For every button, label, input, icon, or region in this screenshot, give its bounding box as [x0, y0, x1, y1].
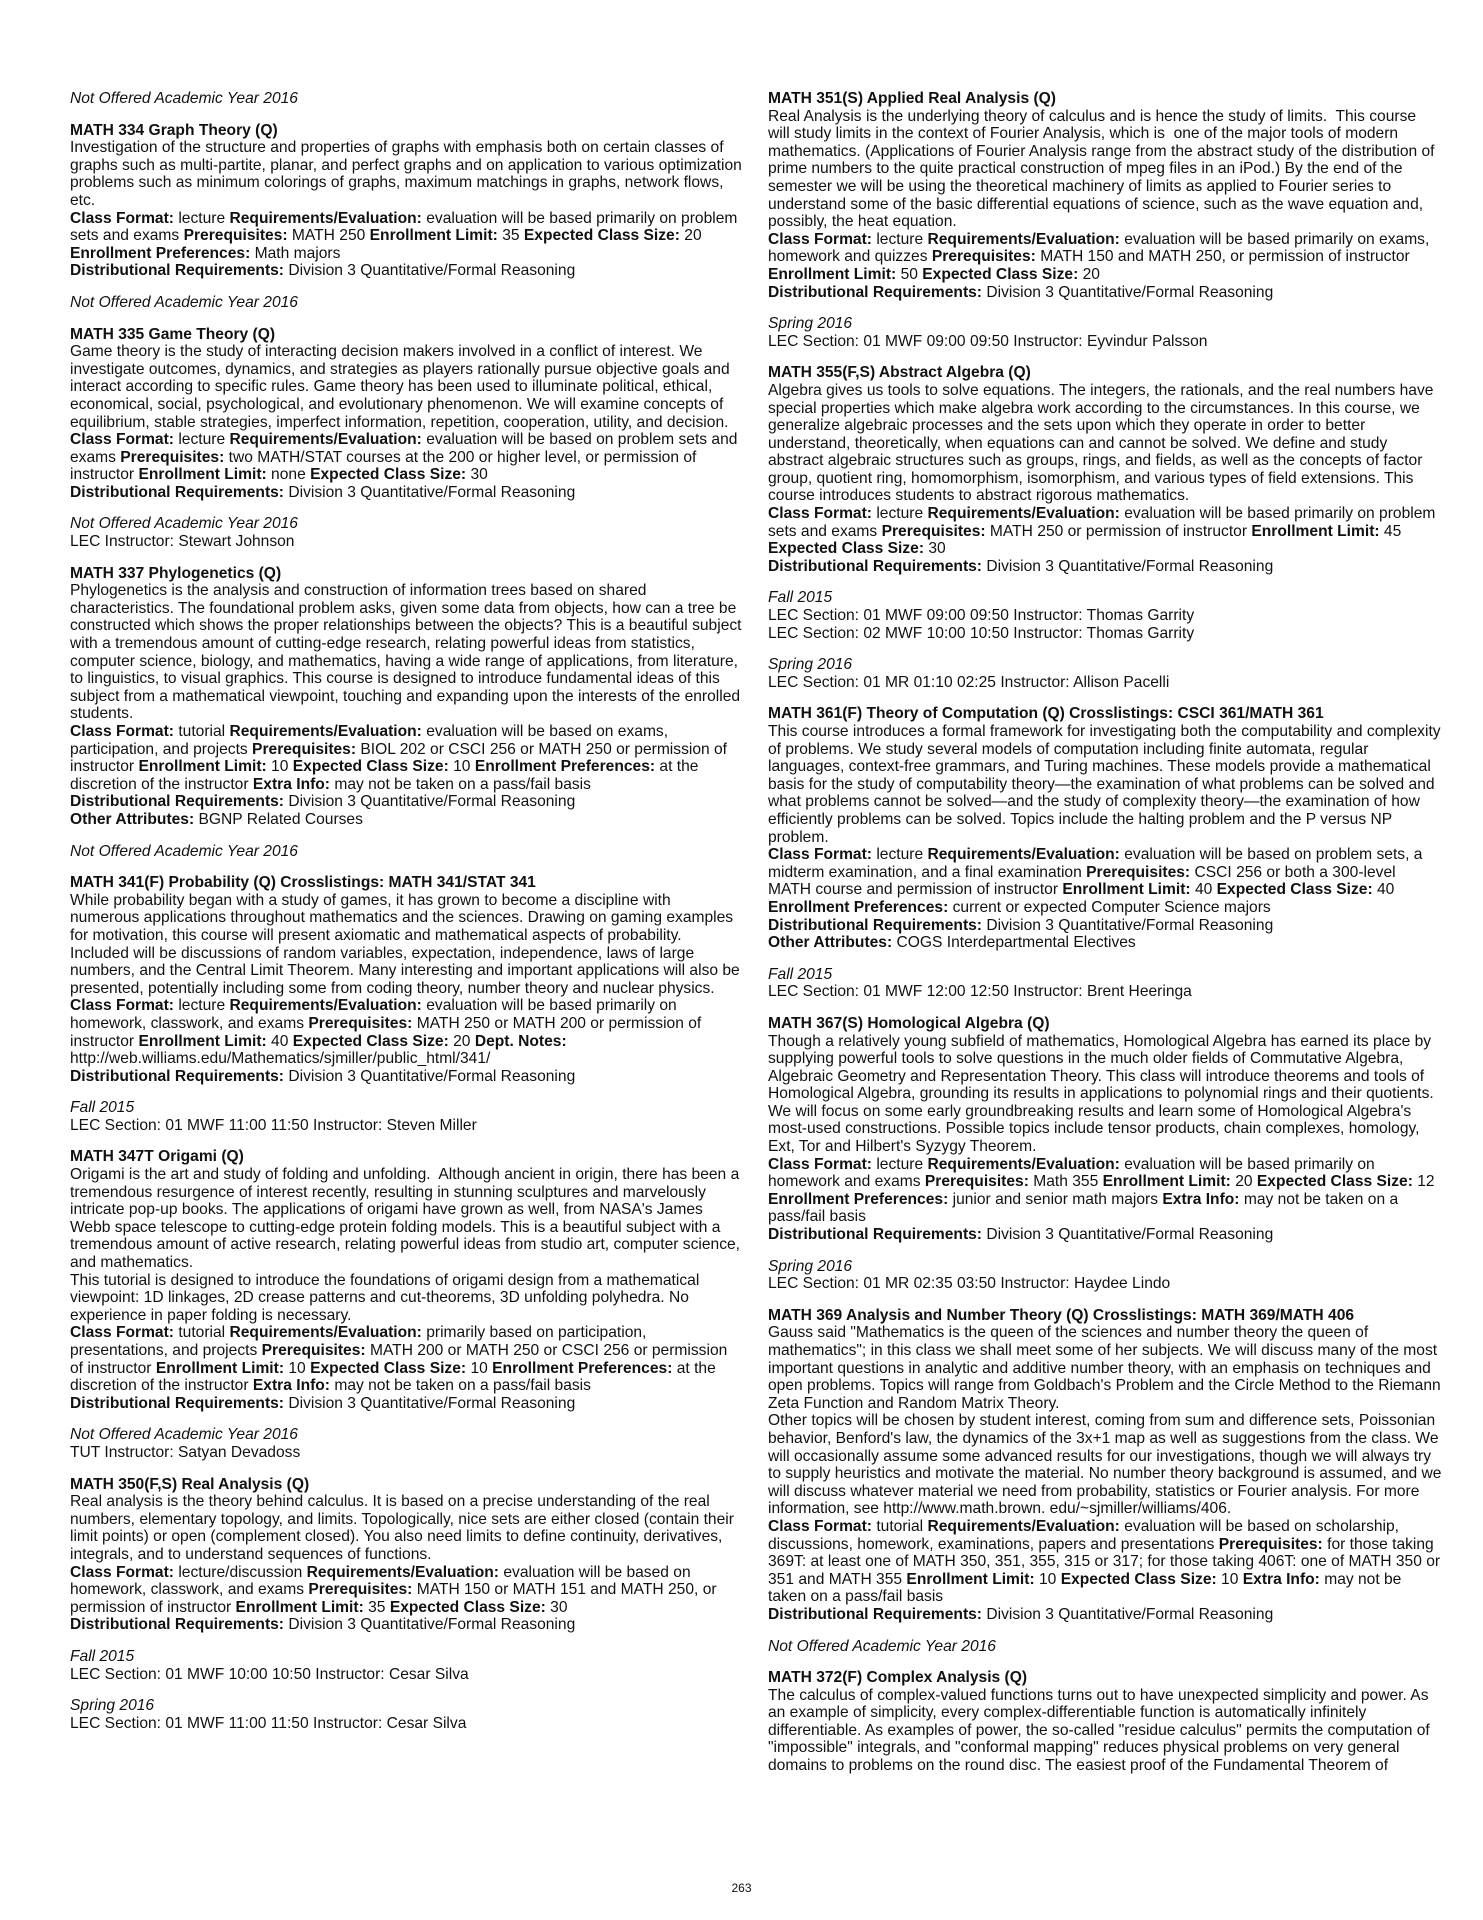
detail-label: Class Format:	[768, 230, 872, 248]
distributional-value: Division 3 Quantitative/Formal Reasoning	[288, 1394, 576, 1412]
detail-label: Enrollment Preferences:	[474, 758, 656, 776]
distributional-value: Division 3 Quantitative/Formal Reasoning	[986, 1226, 1274, 1244]
distributional-label: Distributional Requirements:	[70, 483, 285, 501]
course-description: This course introduces a formal framework for investigating both the computability and complexity of problems. We study several models of computation including finite automata, regular languages, context-free grammars, and Turing machines. These models provide a mathematical basis for the study of computability theory—the examination of what problems can be solved and what problems cannot be solved—and the study of complexity theory—the examination of how efficiently problems can be solved. Topics include the halting problem and the P versus NP problem.	[768, 723, 1445, 846]
detail-label: Enrollment Limit:	[138, 466, 267, 484]
detail-label: Expected Class Size:	[1256, 1173, 1413, 1191]
course-entry	[768, 364, 1442, 575]
detail-label: Prerequisites:	[1218, 1535, 1323, 1553]
left-column	[70, 90, 747, 1746]
detail-value: 10	[1038, 1570, 1057, 1588]
detail-value: http://web.williams.edu/Mathematics/sjmiller/public_html/341/	[70, 1050, 491, 1068]
distributional-value: Division 3 Quantitative/Formal Reasoning	[288, 483, 576, 501]
section-line: LEC Section: 01 MWF 09:00 09:50 Instructor: Eyvindur Palsson	[768, 332, 1208, 350]
course-title: MATH 335 Game Theory (Q)	[70, 325, 276, 343]
detail-label: Enrollment Preferences:	[768, 898, 949, 916]
distributional-label: Distributional Requirements:	[768, 557, 983, 575]
distributional-label: Distributional Requirements:	[768, 283, 983, 301]
detail-label: Extra Info:	[1242, 1570, 1320, 1588]
detail-value: evaluation will be based primarily on homework and exams	[768, 1155, 1375, 1191]
other-attributes	[70, 811, 744, 829]
section-line: LEC Section: 01 MR 02:35 03:50 Instructor: Haydee Lindo	[768, 1275, 1171, 1293]
detail-label: Enrollment Limit:	[1251, 522, 1380, 540]
detail-label: Enrollment Preferences:	[768, 1190, 949, 1208]
detail-label: Extra Info:	[252, 775, 330, 793]
distributional-label: Distributional Requirements:	[768, 1226, 983, 1244]
distributional-value: Division 3 Quantitative/Formal Reasoning	[986, 1605, 1274, 1623]
distributional-value: Division 3 Quantitative/Formal Reasoning	[288, 1616, 576, 1634]
section-listing	[768, 589, 1442, 642]
distributional-label: Distributional Requirements:	[70, 1616, 285, 1634]
detail-label: Expected Class Size:	[1060, 1570, 1217, 1588]
right-column	[768, 90, 1445, 1789]
section-line: LEC Section: 01 MR 01:10 02:25 Instructor: Allison Pacelli	[768, 673, 1170, 691]
detail-value: 10	[288, 1359, 306, 1377]
detail-value: 10	[453, 758, 471, 776]
detail-value: evaluation will be based on exams, participation, and projects	[70, 723, 669, 758]
course-title: MATH 369 Analysis and Number Theory (Q) Crosslistings: MATH 369/MATH 406	[768, 1306, 1355, 1324]
detail-value: for those taking 369T: at least one of MATH 350, 351, 355, 315 or 317; for those taking 406T: one of MATH 350 or 351 and MATH 355	[768, 1535, 1441, 1588]
detail-label: Requirements/Evaluation:	[306, 1563, 500, 1581]
detail-value: 45	[1383, 522, 1402, 540]
distributional-requirements	[70, 793, 744, 811]
detail-value: tutorial	[876, 1517, 924, 1535]
detail-value: lecture	[178, 997, 226, 1015]
availability-note: Not Offered Academic Year 2016	[70, 842, 298, 860]
detail-value: Math majors	[254, 244, 341, 262]
detail-value: 10	[1221, 1570, 1239, 1588]
detail-label: Class Format:	[768, 846, 872, 864]
course-details	[768, 1518, 1442, 1606]
detail-label: Class Format:	[768, 505, 872, 523]
detail-label: Class Format:	[70, 1563, 174, 1581]
detail-value: evaluation will be based primarily on problem sets and exams	[70, 209, 738, 245]
detail-value: may not be taken on a pass/fail basis	[334, 775, 591, 793]
detail-value: may not be taken on a pass/fail basis	[768, 1570, 1402, 1606]
detail-value: 40	[271, 1032, 289, 1050]
course-details	[70, 723, 744, 793]
section-line: LEC Section: 01 MWF 10:00 10:50 Instructor: Cesar Silva	[70, 1665, 469, 1683]
other-attributes-label: Other Attributes:	[70, 810, 195, 828]
detail-label: Prerequisites:	[120, 448, 225, 466]
course-title: MATH 355(F,S) Abstract Algebra (Q)	[768, 364, 1031, 382]
detail-value: lecture	[178, 431, 226, 449]
detail-label: Expected Class Size:	[389, 1598, 546, 1616]
detail-label: Prerequisites:	[183, 227, 288, 245]
detail-label: Class Format:	[768, 1155, 872, 1173]
course-title: MATH 367(S) Homological Algebra (Q)	[768, 1014, 1050, 1032]
distributional-value: Division 3 Quantitative/Formal Reasoning	[986, 283, 1274, 301]
semester-label: Spring 2016	[768, 1257, 853, 1275]
detail-label: Dept. Notes:	[474, 1032, 567, 1050]
detail-label: Prerequisites:	[308, 1581, 413, 1599]
course-description: Though a relatively young subfield of mathematics, Homological Algebra has earned its place by supplying powerful tools to solve questions in the much older fields of Commutative Algebra, Algebraic Geometry and Representation Theory. This class will introduce theorems and tools of Homological Algebra, grounding its results in applications to polynomial rings and their quotients. We will focus on some early groundbreaking results and learn some of Homological Algebra's most-used constructions. Possible topics include tensor products, chain complexes, homology, Ext, Tor and Hilbert's Syzygy Theorem.	[768, 1032, 1439, 1156]
section-listing	[70, 1648, 744, 1683]
section-line: LEC Section: 02 MWF 10:00 10:50 Instructor: Thomas Garrity	[768, 624, 1195, 642]
detail-label: Enrollment Limit:	[369, 227, 498, 245]
distributional-requirements	[768, 1606, 1442, 1624]
course-description: While probability began with a study of games, it has grown to become a discipline with numerous applications throughout mathematics and the sciences. Drawing on gaming examples for motivation, this course will present axiomatic and mathematical aspects of probability. Included will be discussions of random variables, expectation, independence, laws of large numbers, and the Central Limit Theorem. Many interesting and important applications will also be presented, potentially including some from coding theory, number theory and nuclear physics.	[70, 891, 745, 997]
course-description: Investigation of the structure and properties of graphs with emphasis both on certain classes of graphs such as multi-partite, planar, and perfect graphs and on application to various optimization problems such as minimum colorings of graphs, maximum matchings in graphs, network flows, etc.	[70, 139, 747, 209]
distributional-label: Distributional Requirements:	[70, 1067, 285, 1085]
detail-value: two MATH/STAT courses at the 200 or higher level, or permission of instructor	[70, 448, 697, 484]
course-entry	[768, 705, 1445, 952]
detail-value: 35	[502, 227, 520, 245]
course-title: MATH 347T Origami (Q)	[70, 1148, 244, 1166]
detail-value: may not be taken on a pass/fail basis	[334, 1377, 591, 1395]
course-description: Real Analysis is the underlying theory of calculus and is hence the study of limits. This course will study limits in the context of Fourier Analysis, which is one of the major tools of modern mathematics. (Applications of Fourier Analysis range from the abstract study of the distribution of prime numbers to the quite practical construction of mpeg files in an iPod.) By the end of the semester we will be using the theoretical machinery of limits as applied to Fourier series to understand some of the basic differential equations of science, such as the wave equation and, possibly, the heat equation.	[768, 107, 1439, 231]
detail-value: 10	[470, 1359, 488, 1377]
availability-note: Not Offered Academic Year 2016	[768, 1637, 996, 1655]
course-title: MATH 334 Graph Theory (Q)	[70, 121, 278, 139]
detail-label: Class Format:	[70, 431, 174, 449]
course-entry	[768, 1669, 1442, 1775]
detail-label: Extra Info:	[252, 1377, 330, 1395]
detail-label: Enrollment Limit:	[235, 1598, 364, 1616]
detail-value: MATH 250 or MATH 200 or permission of instructor	[70, 1014, 702, 1050]
detail-value: lecture	[178, 209, 226, 227]
course-description: Algebra gives us tools to solve equations. The integers, the rationals, and the real numbers have special properties which make algebra work according to the circumstances. In this course, we generalize algebraic processes and the sets upon which they operate in order to better understand, theoretically, when equations can and cannot be solved. We define and study abstract algebraic structures such as groups, rings, and fields, as well as the concepts of factor group, quotient ring, homomorphism, isomorphism, and various types of field extensions. This course introduces students to abstract rigorous mathematics.	[768, 381, 1438, 505]
distributional-requirements	[768, 284, 1442, 302]
course-description: Origami is the art and study of folding and unfolding. Although ancient in origin, there has been a tremendous resurgence of interest recently, resulting in stunning sculptures and marvelously intricate pop-up books. The applications of origami have grown as well, from NASA's James Webb space telescope to cutting-edge protein folding models. This is a beautiful subject with a tremendous amount of active research, relating powerful ideas from studio art, computer science, and mathematics. This tutorial is designed to introduce the foundations of origami design from a mathematical viewpoint: 1D linkages, 2D crease patterns and cut-theorems, 3D unfolding polyhedra. No experience in paper folding is necessary.	[70, 1166, 740, 1324]
section-listing	[768, 656, 1442, 691]
semester-label: Not Offered Academic Year 2016	[70, 515, 298, 533]
detail-value: may not be taken on a pass/fail basis	[768, 1190, 1399, 1226]
distributional-value: Division 3 Quantitative/Formal Reasoning	[986, 557, 1274, 575]
semester-label: Fall 2015	[70, 1099, 135, 1117]
detail-label: Requirements/Evaluation:	[229, 1324, 422, 1342]
detail-label: Prerequisites:	[881, 522, 986, 540]
course-description: The calculus of complex-valued functions turns out to have unexpected simplicity and power. As an example of simplicity, every complex-differentiable function is automatically infinitely differentiable. As examples of power, the so-called "residue calculus" permits the computation of "impossible" integrals, and "conformal mapping" reduces physical problems on very general domains to problems on the round disc. The easiest proof of the Fundamental Theorem of	[768, 1686, 1435, 1775]
semester-label: Fall 2015	[768, 589, 833, 607]
course-entry	[70, 1148, 744, 1412]
distributional-value: Division 3 Quantitative/Formal Reasoning	[288, 793, 576, 811]
detail-value: MATH 200 or MATH 250 or CSCI 256 or permission of instructor	[70, 1342, 728, 1377]
course-title: MATH 337 Phylogenetics (Q)	[70, 564, 282, 582]
detail-label: Requirements/Evaluation:	[927, 1517, 1120, 1535]
course-details	[70, 1564, 744, 1617]
distributional-requirements	[70, 1395, 744, 1413]
detail-value: MATH 250	[291, 227, 366, 245]
detail-value: 20	[1235, 1173, 1253, 1191]
distributional-requirements	[768, 917, 1442, 935]
detail-value: Math 355	[1033, 1173, 1099, 1191]
course-details	[70, 1324, 744, 1394]
detail-label: Enrollment Limit:	[155, 1359, 285, 1377]
course-entry	[70, 121, 747, 280]
detail-label: Expected Class Size:	[310, 466, 467, 484]
detail-value: evaluation will be based on homework, classwork, and exams	[70, 1563, 691, 1599]
detail-value: evaluation will be based primarily on problem sets and exams	[768, 505, 1436, 540]
detail-label: Enrollment Limit:	[768, 265, 897, 283]
course-details	[768, 231, 1442, 284]
detail-value: lecture/discussion	[178, 1563, 303, 1581]
course-entry	[768, 90, 1442, 301]
distributional-label: Distributional Requirements:	[768, 1605, 983, 1623]
other-attributes-value: BGNP Related Courses	[198, 810, 363, 828]
course-details	[70, 431, 744, 484]
section-line: LEC Instructor: Stewart Johnson	[70, 533, 295, 551]
distributional-value: Division 3 Quantitative/Formal Reasoning	[986, 916, 1274, 934]
detail-label: Prerequisites:	[252, 740, 357, 758]
course-entry	[768, 1015, 1442, 1244]
course-description: Phylogenetics is the analysis and construction of information trees based on shared characteristics. The foundational problem asks, given some data from objects, how can a tree be constructed which shows the proper relationships between the objects? This is a beautiful subject with a tremendous amount of cutting-edge research, relating powerful ideas from statistics, computer science, biology, and mathematics, having a wide range of applications, from literature, to linguistics, to visual graphics. This course is designed to introduce fundamental ideas of this subject from a mathematical viewpoint, touching and expanding upon the interests of the enrolled students.	[70, 582, 746, 723]
section-listing	[768, 966, 1442, 1001]
other-attributes-label: Other Attributes:	[768, 934, 893, 952]
detail-label: Enrollment Preferences:	[70, 244, 251, 262]
detail-value: evaluation will be based on scholarship, discussions, homework, examinations, papers and presentations	[768, 1517, 1400, 1553]
course-title: MATH 341(F) Probability (Q) Crosslistings: MATH 341/STAT 341	[70, 874, 536, 892]
detail-value: lecture	[876, 846, 924, 864]
detail-value: MATH 150 or MATH 151 and MATH 250, or permission of instructor	[70, 1581, 717, 1616]
detail-value: 40	[1194, 881, 1213, 899]
detail-value: 20	[684, 227, 702, 245]
course-details	[70, 210, 744, 263]
detail-label: Expected Class Size:	[922, 265, 1079, 283]
section-listing	[70, 1426, 744, 1461]
detail-value: 10	[271, 758, 289, 776]
detail-value: 50	[900, 265, 918, 283]
detail-value: MATH 250 or permission of instructor	[989, 522, 1248, 540]
course-entry	[70, 565, 744, 829]
section-listing	[70, 1697, 744, 1732]
detail-label: Expected Class Size:	[292, 1032, 449, 1050]
semester-label: Not Offered Academic Year 2016	[70, 1426, 298, 1444]
detail-value: 40	[1377, 881, 1395, 899]
course-title: MATH 372(F) Complex Analysis (Q)	[768, 1669, 1028, 1687]
detail-value: primarily based on participation, presentations, and projects	[70, 1324, 647, 1359]
course-details	[768, 505, 1442, 558]
distributional-requirements	[70, 484, 744, 502]
detail-value: 30	[550, 1598, 568, 1616]
section-line: TUT Instructor: Satyan Devadoss	[70, 1443, 301, 1461]
detail-label: Requirements/Evaluation:	[229, 997, 422, 1015]
detail-label: Class Format:	[70, 997, 174, 1015]
detail-label: Requirements/Evaluation:	[927, 1155, 1120, 1173]
other-attributes	[768, 934, 1442, 952]
distributional-requirements	[768, 558, 1442, 576]
detail-value: evaluation will be based on problem sets, a midterm examination, and a final examination	[768, 846, 1423, 881]
semester-label: Spring 2016	[70, 1697, 155, 1715]
detail-value: evaluation will be based primarily on exams, homework and quizzes	[768, 230, 1430, 266]
detail-label: Prerequisites:	[1086, 863, 1191, 881]
distributional-requirements	[70, 1616, 744, 1634]
detail-label: Expected Class Size:	[310, 1359, 467, 1377]
other-attributes-value: COGS Interdepartmental Electives	[896, 934, 1136, 952]
semester-label: Spring 2016	[768, 656, 853, 674]
distributional-label: Distributional Requirements:	[768, 916, 983, 934]
detail-label: Requirements/Evaluation:	[229, 209, 422, 227]
detail-label: Expected Class Size:	[523, 227, 680, 245]
course-description: Gauss said "Mathematics is the queen of the sciences and number theory the queen of mathematics"; in this class we shall meet some of her subjects. We will discuss many of the most important questions in analytic and additive number theory, with an emphasis on techniques and open problems. Topics will range from Goldbach's Problem and the Circle Method to the Riemann Zeta Function and Random Matrix Theory. Other topics will be chosen by student interest, coming from sum and difference sets, Poissonian behavior, Benford's law, the dynamics of the 3x+1 map as well as suggestions from the class. We will occasionally assume some advanced results for our investigations, though we will always try to supply heuristics and motivate the material. No number theory background is assumed, and we will discuss whatever material we need from probability, statistics or Fourier analysis. For more information, see http://www.math.brown. edu/~sjmiller/williams/406.	[768, 1324, 1442, 1518]
availability-note: Not Offered Academic Year 2016	[70, 90, 298, 107]
section-listing	[70, 515, 744, 550]
detail-label: Expected Class Size:	[1216, 881, 1373, 899]
detail-label: Expected Class Size:	[292, 758, 449, 776]
detail-label: Enrollment Limit:	[138, 1032, 267, 1050]
detail-value: 30	[928, 540, 946, 558]
course-details	[768, 1156, 1442, 1226]
detail-label: Class Format:	[768, 1517, 872, 1535]
detail-label: Requirements/Evaluation:	[229, 723, 422, 740]
course-entry	[70, 874, 744, 1085]
section-line: LEC Section: 01 MWF 09:00 09:50 Instructor: Thomas Garrity	[768, 607, 1195, 625]
detail-value: 20	[453, 1032, 471, 1050]
detail-value: 20	[1082, 265, 1100, 283]
detail-label: Prerequisites:	[308, 1014, 413, 1032]
detail-value: current or expected Computer Science majors	[952, 898, 1271, 916]
detail-value: tutorial	[178, 723, 226, 740]
course-description: Real analysis is the theory behind calculus. It is based on a precise understanding of the real numbers, elementary topology, and limits. Topologically, nice sets are either closed (contain their limit points) or open (complement closed). You also need limits to define continuity, derivatives, integrals, and to understand sequences of functions.	[70, 1493, 739, 1563]
detail-label: Enrollment Limit:	[906, 1570, 1035, 1588]
page-number: 263	[731, 1881, 752, 1895]
detail-value: 35	[368, 1598, 386, 1616]
distributional-label: Distributional Requirements:	[70, 1394, 285, 1412]
course-title: MATH 351(S) Applied Real Analysis (Q)	[768, 90, 1056, 107]
detail-label: Class Format:	[70, 209, 174, 227]
detail-value: CSCI 256 or both a 300-level MATH course and permission of instructor	[768, 863, 1396, 899]
detail-label: Requirements/Evaluation:	[927, 230, 1120, 248]
detail-label: Prerequisites:	[261, 1342, 366, 1359]
detail-value: at the discretion of the instructor	[70, 758, 699, 793]
detail-label: Enrollment Limit:	[1062, 881, 1191, 899]
distributional-value: Division 3 Quantitative/Formal Reasoning	[288, 1067, 576, 1085]
distributional-requirements	[70, 1068, 744, 1086]
detail-value: tutorial	[178, 1324, 226, 1342]
section-line: LEC Section: 01 MWF 11:00 11:50 Instructor: Steven Miller	[70, 1116, 477, 1134]
course-details	[70, 997, 744, 1067]
distributional-requirements	[70, 262, 744, 280]
section-listing	[70, 1099, 744, 1134]
detail-value: lecture	[876, 505, 924, 523]
section-listing	[768, 315, 1442, 350]
detail-label: Requirements/Evaluation:	[229, 431, 422, 449]
course-entry	[768, 1307, 1442, 1624]
detail-value: at the discretion of the instructor	[70, 1359, 716, 1395]
course-title: MATH 361(F) Theory of Computation (Q) Crosslistings: CSCI 361/MATH 361	[768, 705, 1324, 723]
detail-value: MATH 150 and MATH 250, or permission of instructor	[1040, 248, 1410, 266]
detail-label: Enrollment Limit:	[138, 758, 267, 776]
course-description: Game theory is the study of interacting decision makers involved in a conflict of interest. We investigate outcomes, dynamics, and strategies as players rationally pursue objective goals and interact according to specific rules. Game theory has been used to illuminate political, ethical, economical, social, psychological, and evolutionary phenomenon. We will examine concepts of equilibrium, stable strategies, imperfect information, repetition, cooperation, utility, and decision.	[70, 343, 734, 431]
detail-value: none	[271, 466, 306, 484]
detail-value: evaluation will be based on problem sets and exams	[70, 431, 738, 466]
detail-label: Enrollment Limit:	[1102, 1173, 1231, 1191]
detail-value: BIOL 202 or CSCI 256 or MATH 250 or permission of instructor	[70, 740, 728, 776]
section-listing	[768, 1258, 1442, 1293]
detail-label: Requirements/Evaluation:	[927, 846, 1120, 864]
detail-label: Requirements/Evaluation:	[927, 505, 1120, 523]
detail-label: Prerequisites:	[924, 1173, 1029, 1191]
detail-label: Extra Info:	[1162, 1190, 1240, 1208]
detail-label: Expected Class Size:	[768, 540, 925, 558]
distributional-label: Distributional Requirements:	[70, 793, 285, 811]
detail-label: Enrollment Preferences:	[492, 1359, 673, 1377]
course-details	[768, 846, 1442, 916]
course-title: MATH 350(F,S) Real Analysis (Q)	[70, 1475, 310, 1493]
course-entry	[70, 326, 744, 502]
availability-note: Not Offered Academic Year 2016	[70, 293, 298, 311]
detail-value: 30	[470, 466, 488, 484]
detail-value: 12	[1417, 1173, 1435, 1191]
distributional-requirements	[768, 1226, 1442, 1244]
semester-label: Fall 2015	[768, 965, 833, 983]
detail-label: Class Format:	[70, 723, 174, 740]
distributional-value: Division 3 Quantitative/Formal Reasoning	[288, 262, 576, 280]
distributional-label: Distributional Requirements:	[70, 262, 285, 280]
detail-value: evaluation will be based primarily on homework, classwork, and exams	[70, 997, 677, 1032]
detail-label: Prerequisites:	[931, 248, 1036, 266]
section-line: LEC Section: 01 MWF 12:00 12:50 Instructor: Brent Heeringa	[768, 983, 1192, 1001]
section-line: LEC Section: 01 MWF 11:00 11:50 Instructor: Cesar Silva	[70, 1714, 467, 1732]
course-entry	[70, 1476, 744, 1634]
detail-value: junior and senior math majors	[952, 1190, 1159, 1208]
semester-label: Fall 2015	[70, 1647, 135, 1665]
detail-label: Class Format:	[70, 1324, 174, 1342]
semester-label: Spring 2016	[768, 315, 853, 333]
detail-value: lecture	[876, 1155, 924, 1173]
detail-value: lecture	[876, 230, 924, 248]
